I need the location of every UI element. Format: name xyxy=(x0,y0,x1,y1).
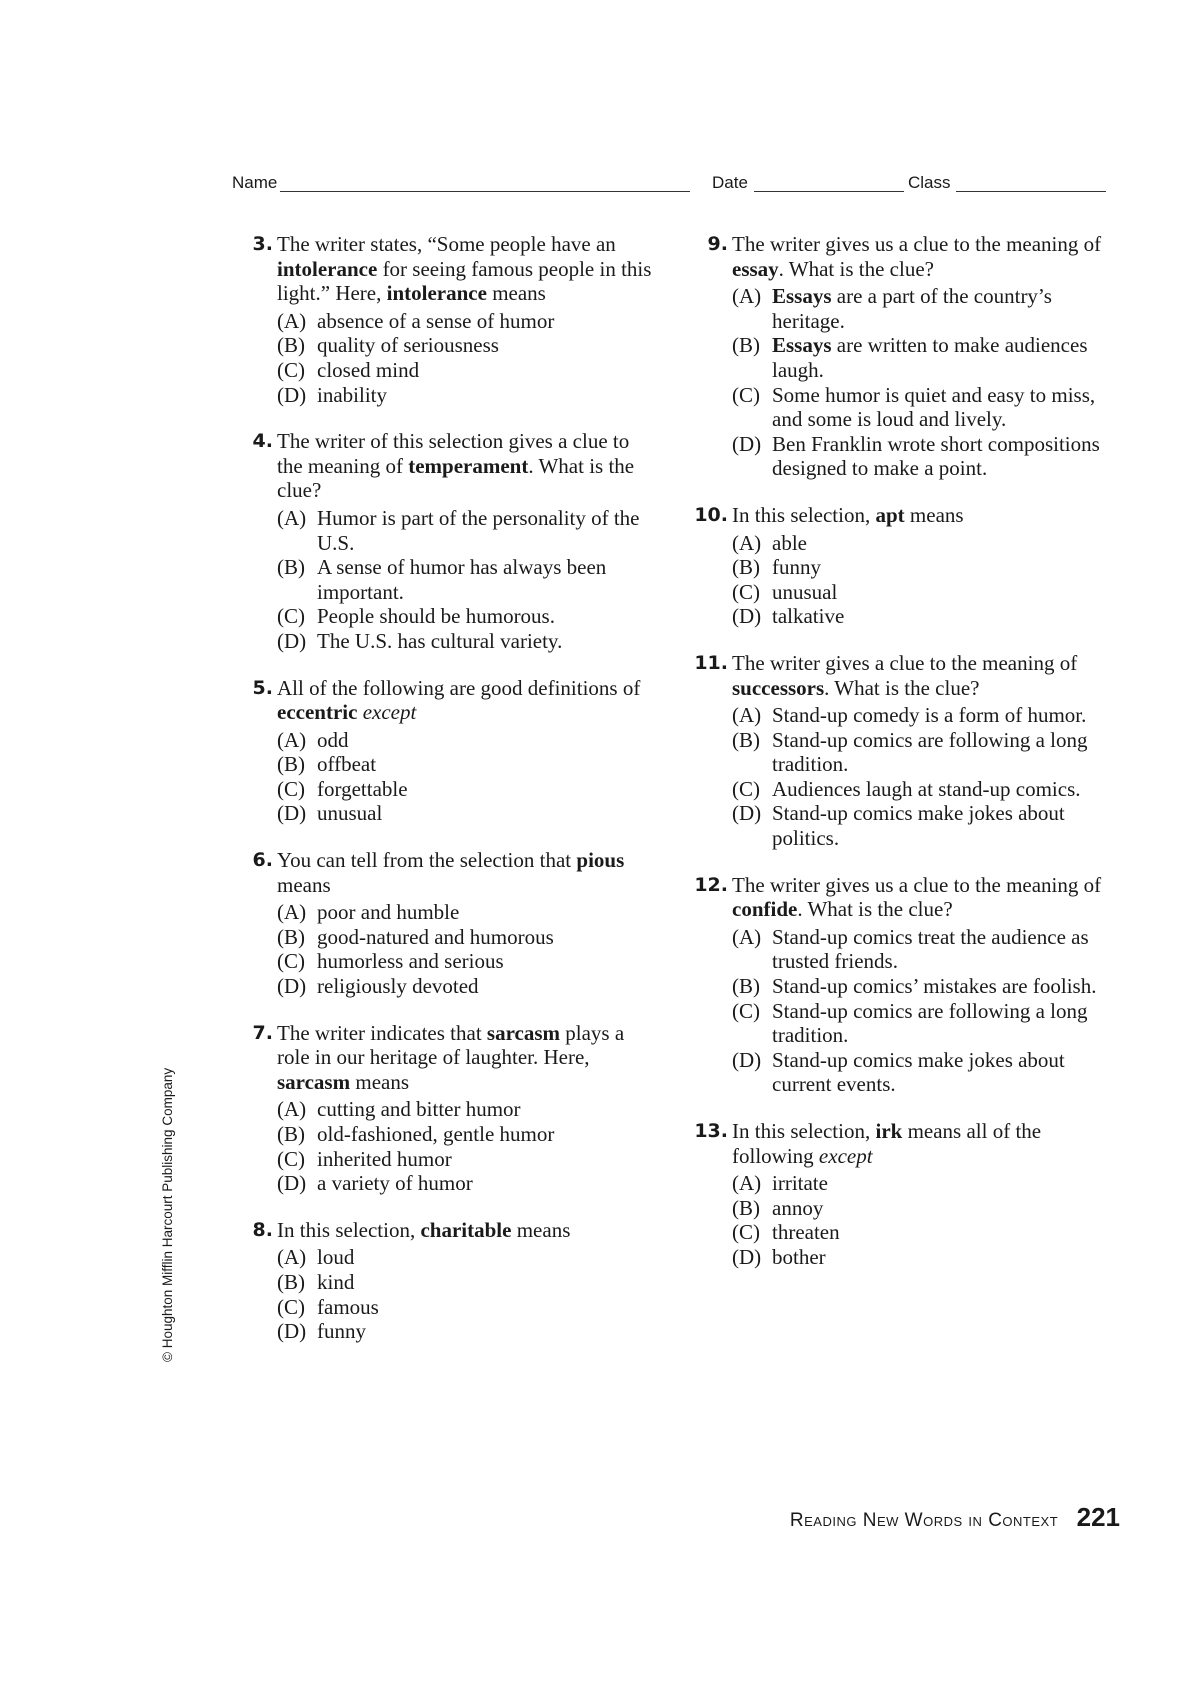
choice-text: good-natured and humorous xyxy=(317,924,554,949)
answer-choice[interactable] xyxy=(732,801,1116,850)
emphasis-text: except xyxy=(818,1143,873,1168)
choice-text: unusual xyxy=(317,801,383,826)
choice-letter: (C) xyxy=(277,1294,305,1319)
answer-choice[interactable] xyxy=(277,1122,657,1147)
choice-letter: (B) xyxy=(732,1195,760,1220)
question-10 xyxy=(694,502,1116,629)
choice-letter: (A) xyxy=(732,530,762,555)
choice-letter: (C) xyxy=(732,1220,760,1245)
answer-choice[interactable] xyxy=(277,506,657,555)
answer-choice[interactable] xyxy=(732,1171,1116,1196)
choice-letter: (D) xyxy=(277,801,307,826)
emphasis-text: except xyxy=(362,700,417,725)
answer-choice[interactable] xyxy=(732,728,1116,777)
choice-letter: (D) xyxy=(277,382,307,407)
choice-letter: (D) xyxy=(732,604,762,629)
stem-text: The writer indicates that xyxy=(277,1020,487,1045)
vocabulary-word: charitable xyxy=(420,1217,512,1242)
stem-text: In this selection, xyxy=(732,1119,876,1143)
choice-letter: (C) xyxy=(732,579,760,604)
stem-text: . What is the clue? xyxy=(277,453,635,503)
choice-letter: (C) xyxy=(732,776,760,801)
answer-choices xyxy=(277,900,657,998)
choice-letter: (B) xyxy=(277,1122,305,1146)
answer-choice[interactable] xyxy=(277,604,657,629)
choice-letter: (A) xyxy=(277,727,307,752)
student-info-header xyxy=(232,172,1106,194)
choice-letter: (A) xyxy=(732,1171,762,1196)
question-number: 13. xyxy=(694,1120,728,1142)
choice-text: Audiences laugh at stand-up comics. xyxy=(772,776,1081,801)
vocabulary-word: temperament xyxy=(408,453,529,478)
stem-text: The writer gives us a clue to the meaning of xyxy=(732,872,1102,897)
question-stem xyxy=(277,232,657,306)
answer-choice[interactable] xyxy=(277,555,657,604)
choice-letter: (A) xyxy=(277,1245,307,1270)
question-stem xyxy=(732,873,1116,922)
class-blank[interactable] xyxy=(956,191,1106,192)
answer-choice[interactable] xyxy=(277,900,657,925)
answer-choices xyxy=(732,925,1116,1097)
choice-text: poor and humble xyxy=(317,900,460,925)
stem-text: All of the following are good definitions of xyxy=(277,675,641,700)
answer-choice[interactable] xyxy=(732,1220,1116,1245)
choice-text: cutting and bitter humor xyxy=(317,1097,521,1122)
question-stem xyxy=(732,232,1116,281)
answer-choice[interactable] xyxy=(277,777,657,802)
stem-text: are a part of the country’s heritage. xyxy=(772,284,1052,333)
question-stem xyxy=(732,1119,1116,1168)
choice-text: People should be humorous. xyxy=(317,604,555,629)
answer-choice[interactable] xyxy=(277,1147,657,1172)
stem-text: plays a role in our heritage of laughter. Here, xyxy=(277,1020,625,1070)
vocabulary-word: sarcasm xyxy=(486,1020,561,1045)
answer-choice[interactable] xyxy=(277,629,657,654)
choice-letter: (B) xyxy=(277,752,305,777)
choice-text: The U.S. has cultural variety. xyxy=(317,628,563,653)
choice-text: Some humor is quiet and easy to miss, and some is loud and lively. xyxy=(772,382,1096,432)
choice-text: threaten xyxy=(772,1220,840,1245)
vocabulary-word: confide xyxy=(732,897,798,922)
choice-text: absence of a sense of humor xyxy=(317,308,555,333)
answer-choice[interactable] xyxy=(277,358,657,383)
choice-text: A sense of humor has always been important. xyxy=(317,555,607,604)
choice-letter: (A) xyxy=(732,703,762,728)
question-11 xyxy=(694,650,1116,851)
answer-choice[interactable] xyxy=(732,1196,1116,1221)
question-number: 10. xyxy=(694,503,728,526)
choice-letter: (B) xyxy=(732,727,760,752)
choice-text: inherited humor xyxy=(317,1146,452,1171)
answer-choices xyxy=(732,284,1116,481)
choice-text: odd xyxy=(317,727,349,752)
question-number: 11. xyxy=(694,651,728,674)
stem-text: You can tell from the selection that xyxy=(277,848,577,873)
question-5 xyxy=(247,676,657,827)
question-stem xyxy=(277,429,657,503)
choice-text: humorless and serious xyxy=(317,949,504,974)
choice-letter: (D) xyxy=(277,974,307,999)
answer-choice[interactable] xyxy=(277,1270,657,1295)
choice-letter: (C) xyxy=(732,382,760,407)
choice-text: Ben Franklin wrote short compositions designed to make a point. xyxy=(772,431,1100,481)
question-7 xyxy=(247,1021,657,1196)
questions-right-column xyxy=(694,232,1116,1292)
question-8 xyxy=(247,1218,657,1344)
stem-text: . What is the clue? xyxy=(824,675,980,700)
choice-text: Stand-up comics are following a long tradition. xyxy=(772,998,1088,1048)
vocabulary-word: Essays xyxy=(772,284,832,309)
answer-choice[interactable] xyxy=(277,925,657,950)
choice-letter: (D) xyxy=(277,628,307,653)
questions-left-column xyxy=(247,232,657,1366)
choice-text: closed mind xyxy=(317,357,420,382)
choice-letter: (D) xyxy=(732,1244,762,1269)
answer-choice[interactable] xyxy=(277,752,657,777)
question-number: 3. xyxy=(252,233,273,255)
choice-letter: (A) xyxy=(277,308,307,333)
choice-letter: (A) xyxy=(277,900,307,925)
answer-choice[interactable] xyxy=(277,1097,657,1122)
date-label: Date xyxy=(712,173,748,192)
choice-text: Stand-up comics make jokes about current events. xyxy=(772,1047,1065,1097)
answer-choices xyxy=(277,309,657,407)
question-number: 9. xyxy=(707,233,728,255)
answer-choice[interactable] xyxy=(732,1048,1116,1097)
stem-text: . What is the clue? xyxy=(778,256,934,281)
answer-choice[interactable] xyxy=(277,383,657,408)
answer-choice[interactable] xyxy=(277,1171,657,1196)
choice-letter: (D) xyxy=(277,1171,307,1196)
vocabulary-word: irk xyxy=(875,1119,903,1143)
answer-choices xyxy=(277,728,657,826)
choice-letter: (D) xyxy=(732,1047,762,1072)
page-number: 221 xyxy=(1076,1502,1120,1532)
choice-text: funny xyxy=(317,1319,366,1344)
vocabulary-word: apt xyxy=(875,502,905,527)
stem-text: for seeing famous people in this light.” Here, xyxy=(277,256,652,306)
answer-choice[interactable] xyxy=(732,925,1116,974)
question-number: 4. xyxy=(252,430,273,453)
choice-letter: (B) xyxy=(277,555,305,580)
answer-choice[interactable] xyxy=(277,1319,657,1344)
answer-choice[interactable] xyxy=(732,580,1116,605)
choice-letter: (D) xyxy=(732,801,762,826)
answer-choice[interactable] xyxy=(732,284,1116,333)
choice-text: Stand-up comics are following a long tradition. xyxy=(772,727,1088,777)
date-blank[interactable] xyxy=(754,191,904,192)
choice-letter: (A) xyxy=(732,924,762,949)
section-title: Reading New Words in Context xyxy=(789,1510,1059,1531)
answer-choice[interactable] xyxy=(277,801,657,826)
stem-text: are written to make audiences laugh. xyxy=(772,333,1088,382)
page-footer xyxy=(790,1502,1120,1533)
answer-choices xyxy=(277,1245,657,1343)
stem-text: means xyxy=(277,872,331,897)
stem-text: means xyxy=(511,1217,571,1242)
vocabulary-word: intolerance xyxy=(277,256,378,281)
answer-choice[interactable] xyxy=(732,432,1116,481)
stem-text: In this selection, xyxy=(277,1217,421,1242)
choice-letter: (B) xyxy=(277,1269,305,1294)
answer-choice[interactable] xyxy=(277,333,657,358)
answer-choices xyxy=(277,1097,657,1195)
answer-choice[interactable] xyxy=(732,555,1116,580)
answer-choice[interactable] xyxy=(277,974,657,999)
choice-text: kind xyxy=(317,1269,355,1294)
question-stem xyxy=(732,503,1116,528)
choice-text: forgettable xyxy=(317,776,408,801)
stem-text: In this selection, xyxy=(732,502,876,527)
vocabulary-word: pious xyxy=(576,848,625,873)
answer-choices xyxy=(732,1171,1116,1269)
stem-text: The writer of this selection gives a clue to the meaning of xyxy=(277,429,630,478)
vocabulary-word: essay xyxy=(732,256,779,281)
question-stem xyxy=(277,1218,657,1243)
choice-text xyxy=(772,333,1088,382)
answer-choice[interactable] xyxy=(732,531,1116,556)
vocabulary-word: eccentric xyxy=(277,700,358,725)
question-stem xyxy=(277,676,657,725)
question-12 xyxy=(694,872,1116,1097)
answer-choice[interactable] xyxy=(732,974,1116,999)
choice-letter: (A) xyxy=(277,505,307,530)
answer-choice[interactable] xyxy=(732,383,1116,432)
answer-choices xyxy=(277,506,657,654)
answer-choice[interactable] xyxy=(732,999,1116,1048)
question-number: 12. xyxy=(694,873,728,896)
answer-choice[interactable] xyxy=(277,1245,657,1270)
choice-letter: (B) xyxy=(732,555,760,580)
choice-letter: (A) xyxy=(732,284,762,309)
answer-choice[interactable] xyxy=(732,777,1116,802)
choice-text: bother xyxy=(772,1244,826,1269)
choice-letter: (A) xyxy=(277,1097,307,1122)
choice-text: funny xyxy=(772,555,821,580)
answer-choices xyxy=(732,703,1116,851)
question-13 xyxy=(694,1119,1116,1270)
choice-letter: (D) xyxy=(732,431,762,456)
question-number: 8. xyxy=(252,1218,273,1241)
stem-text: means all of the following xyxy=(732,1119,1042,1168)
choice-text: offbeat xyxy=(317,752,377,777)
choice-text: able xyxy=(772,530,807,555)
answer-choice[interactable] xyxy=(732,1245,1116,1270)
class-label: Class xyxy=(908,173,951,192)
question-number: 7. xyxy=(252,1021,273,1044)
choice-letter: (B) xyxy=(277,333,305,358)
question-9 xyxy=(702,232,1116,481)
choice-text: old-fashioned, gentle humor xyxy=(317,1122,555,1146)
choice-text: Stand-up comedy is a form of humor. xyxy=(772,703,1087,728)
stem-text: The writer gives a clue to the meaning of xyxy=(732,650,1078,675)
choice-text: a variety of humor xyxy=(317,1171,473,1196)
answer-choice[interactable] xyxy=(732,604,1116,629)
answer-choice[interactable] xyxy=(277,728,657,753)
question-3 xyxy=(247,232,657,407)
choice-text: talkative xyxy=(772,604,845,629)
answer-choice[interactable] xyxy=(277,1295,657,1320)
choice-letter: (C) xyxy=(277,1146,305,1171)
choice-letter: (C) xyxy=(277,949,305,974)
question-number: 5. xyxy=(252,676,273,699)
question-stem xyxy=(277,1021,657,1095)
vocabulary-word: Essays xyxy=(772,333,832,358)
choice-text: annoy xyxy=(772,1195,824,1220)
choice-text: Stand-up comics treat the audience as trusted friends. xyxy=(772,924,1089,974)
choice-letter: (D) xyxy=(277,1319,307,1344)
copyright-notice: © Houghton Mifflin Harcourt Publishing Company xyxy=(160,1067,175,1362)
choice-letter: (B) xyxy=(732,974,760,999)
choice-text: Stand-up comics make jokes about politics. xyxy=(772,801,1065,851)
vocabulary-word: sarcasm xyxy=(277,1069,351,1094)
stem-text: The writer states, “Some people have an xyxy=(277,232,616,256)
choice-text: loud xyxy=(317,1245,355,1270)
answer-choice[interactable] xyxy=(732,703,1116,728)
choice-text: religiously devoted xyxy=(317,974,479,999)
answer-choices xyxy=(732,531,1116,629)
vocabulary-word: intolerance xyxy=(386,281,487,306)
question-6 xyxy=(247,848,657,999)
choice-text: famous xyxy=(317,1294,379,1319)
stem-text: means xyxy=(486,281,546,306)
answer-choice[interactable] xyxy=(732,333,1116,382)
stem-text: . What is the clue? xyxy=(797,897,953,922)
choice-text: irritate xyxy=(772,1171,828,1196)
choice-text: unusual xyxy=(772,579,838,604)
question-4 xyxy=(247,429,657,653)
choice-letter: (C) xyxy=(732,998,760,1023)
choice-text: Stand-up comics’ mistakes are foolish. xyxy=(772,974,1097,999)
choice-text xyxy=(772,284,1052,333)
vocabulary-word: successors xyxy=(732,675,825,700)
stem-text: means xyxy=(904,502,964,527)
choice-letter: (B) xyxy=(732,333,760,358)
choice-text: Humor is part of the personality of the U.S. xyxy=(317,505,640,555)
answer-choice[interactable] xyxy=(277,949,657,974)
choice-letter: (C) xyxy=(277,604,305,629)
stem-text: means xyxy=(350,1069,410,1094)
choice-letter: (B) xyxy=(277,924,305,949)
choice-letter: (C) xyxy=(277,776,305,801)
name-label: Name xyxy=(232,173,278,192)
name-blank[interactable] xyxy=(280,191,690,192)
answer-choice[interactable] xyxy=(277,309,657,334)
question-stem xyxy=(277,848,657,897)
choice-text: inability xyxy=(317,382,387,407)
stem-text: The writer gives us a clue to the meaning of xyxy=(732,232,1102,256)
choice-letter: (C) xyxy=(277,357,305,382)
choice-text: quality of seriousness xyxy=(317,333,499,358)
question-stem xyxy=(732,651,1116,700)
question-number: 6. xyxy=(252,849,273,872)
